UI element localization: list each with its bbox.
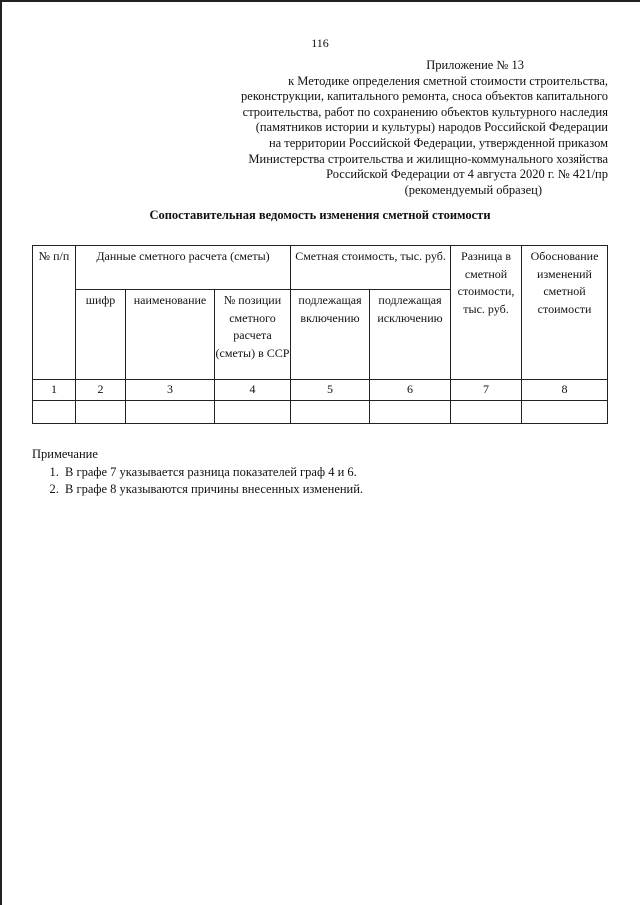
column-number-cell: 7 [451,380,522,401]
column-number-cell: 6 [370,380,451,401]
note-item: 1. В графе 7 указывается разница показателей граф 4 и 6. [62,464,363,482]
appendix-heading: Приложение № 13 [426,58,524,72]
data-cell [451,401,522,424]
column-number-cell: 2 [76,380,126,401]
column-number-cell: 5 [291,380,370,401]
note-item: 2. В графе 8 указываются причины внесенных изменений. [62,481,363,499]
subheader-cell-code: шифр [76,290,126,380]
comparison-table [32,245,608,424]
data-cell [522,401,608,424]
column-number-row [33,380,608,401]
scan-edge-top [0,0,640,2]
column-number-cell: 8 [522,380,608,401]
column-number-cell: 3 [126,380,215,401]
data-cell [33,401,76,424]
empty-data-row [33,401,608,424]
page-number: 116 [311,36,329,50]
column-number-cell: 1 [33,380,76,401]
document-title: Сопоставительная ведомость изменения сметной стоимости [149,208,491,222]
appendix-header [188,58,608,198]
appendix-line: на территории Российской Федерации, утвержденной приказом [268,135,608,150]
data-cell [215,401,291,424]
appendix-line: к Методике определения сметной стоимости строительства, [288,73,608,88]
appendix-line: строительства, работ по сохранению объектов культурного наследия [242,104,608,119]
data-cell [76,401,126,424]
subheader-cell-include: подлежащая включению [291,290,370,380]
header-group-cost: Сметная стоимость, тыс. руб. [291,246,451,290]
header-cell-no: № п/п [33,246,76,380]
subheader-cell-name: наименование [126,290,215,380]
header-group-estimate: Данные сметного расчета (сметы) [76,246,291,290]
appendix-line: реконструкции, капитального ремонта, сноса объектов капитального [241,89,608,104]
appendix-line: (памятников истории и культуры) народов Российской Федерации [255,120,608,135]
notes-section [32,446,363,499]
notes-heading: Примечание [32,447,98,461]
subheader-cell-position: № позиции сметного расчета (сметы) в ССР [215,290,291,380]
appendix-sample-note: (рекомендуемый образец) [404,182,542,197]
data-cell [126,401,215,424]
appendix-line: Российской Федерации от 4 августа 2020 г. № 421/пр [326,167,608,182]
header-cell-justification: Обоснование изменений сметной стоимости [522,246,608,380]
header-cell-difference: Разница в сметной стоимости, тыс. руб. [451,246,522,380]
column-number-cell: 4 [215,380,291,401]
scan-edge-left [0,0,2,905]
appendix-line: Министерства строительства и жилищно-коммунального хозяйства [248,151,608,166]
notes-list [32,464,363,499]
subheader-cell-exclude: подлежащая исключению [370,290,451,380]
data-cell [291,401,370,424]
data-cell [370,401,451,424]
